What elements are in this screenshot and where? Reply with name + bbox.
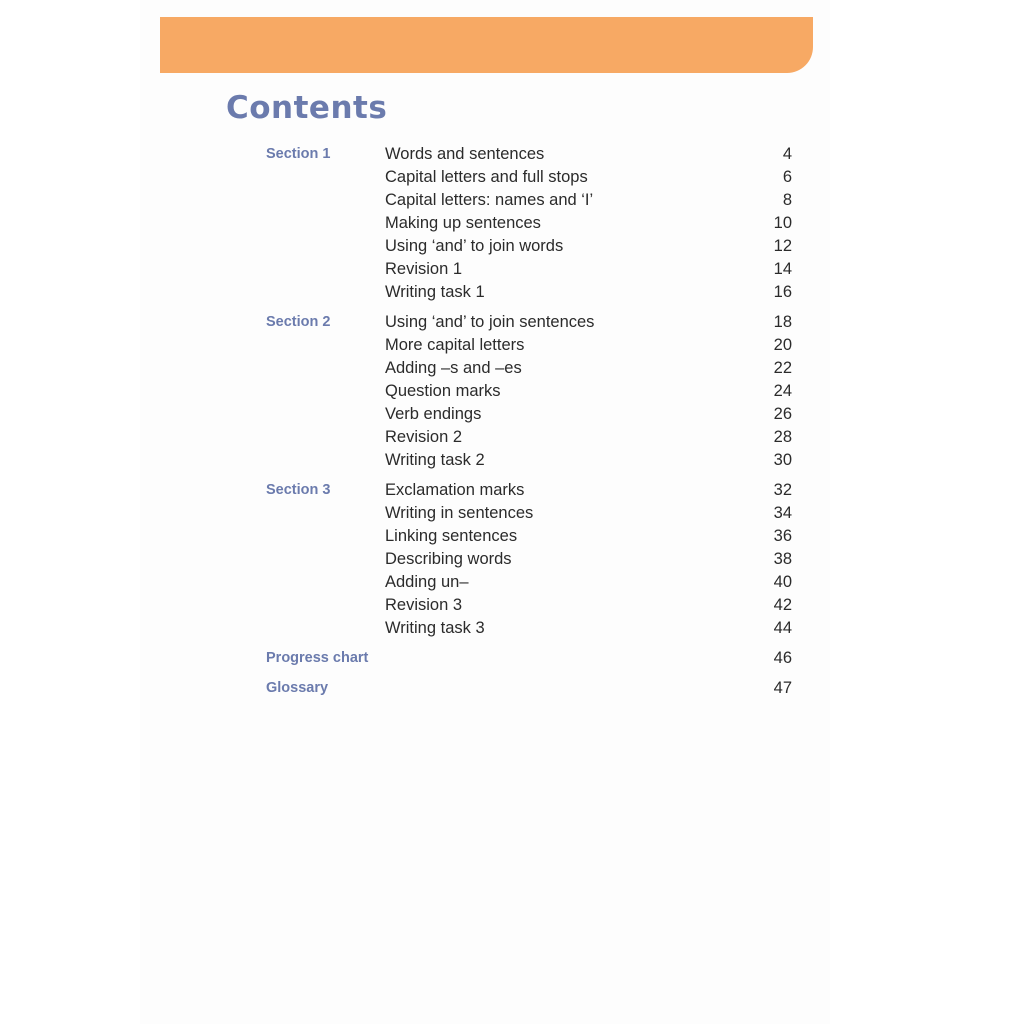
entry-page-number: 16	[773, 283, 792, 301]
toc-section-2	[266, 311, 792, 472]
progress-chart-label: Progress chart	[266, 650, 369, 666]
toc-entry[interactable]	[385, 449, 792, 472]
section-entries	[385, 311, 792, 472]
section-label: Section 3	[266, 482, 331, 498]
entry-title: Using ‘and’ to join words	[385, 237, 564, 255]
toc-progress-chart[interactable]	[266, 647, 792, 670]
entry-title: Writing in sentences	[385, 504, 534, 522]
entry-page-number: 32	[773, 481, 792, 499]
entry-page-number: 34	[773, 504, 792, 522]
entry-title: Adding –s and –es	[385, 359, 522, 377]
entry-title: Describing words	[385, 550, 512, 568]
toc-entry[interactable]	[385, 166, 792, 189]
toc-entry[interactable]	[385, 334, 792, 357]
entry-page-number: 22	[773, 359, 792, 377]
entry-page-number: 4	[782, 145, 792, 163]
toc-entry[interactable]	[385, 502, 792, 525]
section-label: Section 2	[266, 314, 331, 330]
entry-title: Question marks	[385, 382, 501, 400]
toc-entry[interactable]	[385, 281, 792, 304]
entry-title: Writing task 3	[385, 619, 485, 637]
toc-entry[interactable]	[385, 143, 792, 166]
toc-entry[interactable]	[385, 189, 792, 212]
entry-title: Capital letters: names and ‘I’	[385, 191, 594, 209]
toc-entry[interactable]	[385, 311, 792, 334]
entry-page-number: 6	[782, 168, 792, 186]
header-banner	[160, 17, 813, 73]
toc-entry[interactable]	[385, 571, 792, 594]
entry-title: Verb endings	[385, 405, 482, 423]
entry-page-number: 24	[773, 382, 792, 400]
entry-page-number: 42	[773, 596, 792, 614]
toc-entry[interactable]	[385, 548, 792, 571]
toc-glossary[interactable]	[266, 677, 792, 700]
entry-page-number: 36	[773, 527, 792, 545]
section-entries	[385, 479, 792, 640]
entry-title: More capital letters	[385, 336, 525, 354]
page-title: Contents	[226, 90, 388, 126]
entry-page-number: 28	[773, 428, 792, 446]
toc-entry[interactable]	[385, 525, 792, 548]
entry-title: Revision 2	[385, 428, 463, 446]
toc-entry[interactable]	[385, 212, 792, 235]
section-label: Section 1	[266, 146, 331, 162]
entry-page-number: 12	[773, 237, 792, 255]
toc-section-3	[266, 479, 792, 640]
toc-entry[interactable]	[385, 594, 792, 617]
toc-entry[interactable]	[385, 426, 792, 449]
entry-page-number: 44	[773, 619, 792, 637]
entry-page-number: 26	[773, 405, 792, 423]
glossary-page-number: 47	[773, 679, 792, 697]
section-entries	[385, 143, 792, 304]
entry-page-number: 8	[782, 191, 792, 209]
entry-page-number: 30	[773, 451, 792, 469]
toc-section-1	[266, 143, 792, 304]
entry-title: Writing task 1	[385, 283, 485, 301]
glossary-label: Glossary	[266, 680, 329, 696]
entry-title: Capital letters and full stops	[385, 168, 588, 186]
toc-entry[interactable]	[385, 357, 792, 380]
entry-page-number: 20	[773, 336, 792, 354]
entry-title: Adding un–	[385, 573, 469, 591]
entry-title: Words and sentences	[385, 145, 545, 163]
entry-title: Linking sentences	[385, 527, 518, 545]
entry-page-number: 10	[773, 214, 792, 232]
toc-entry[interactable]	[385, 380, 792, 403]
entry-title: Writing task 2	[385, 451, 485, 469]
toc-entry[interactable]	[385, 258, 792, 281]
entry-page-number: 38	[773, 550, 792, 568]
entry-title: Using ‘and’ to join sentences	[385, 313, 595, 331]
entry-page-number: 40	[773, 573, 792, 591]
entry-title: Revision 3	[385, 596, 463, 614]
toc-entry[interactable]	[385, 479, 792, 502]
entry-title: Exclamation marks	[385, 481, 525, 499]
entry-title: Making up sentences	[385, 214, 541, 232]
progress-chart-page-number: 46	[773, 649, 792, 667]
toc-entry[interactable]	[385, 235, 792, 258]
entry-title: Revision 1	[385, 260, 463, 278]
entry-page-number: 14	[773, 260, 792, 278]
entry-page-number: 18	[773, 313, 792, 331]
table-of-contents	[266, 143, 792, 707]
toc-entry[interactable]	[385, 617, 792, 640]
toc-entry[interactable]	[385, 403, 792, 426]
